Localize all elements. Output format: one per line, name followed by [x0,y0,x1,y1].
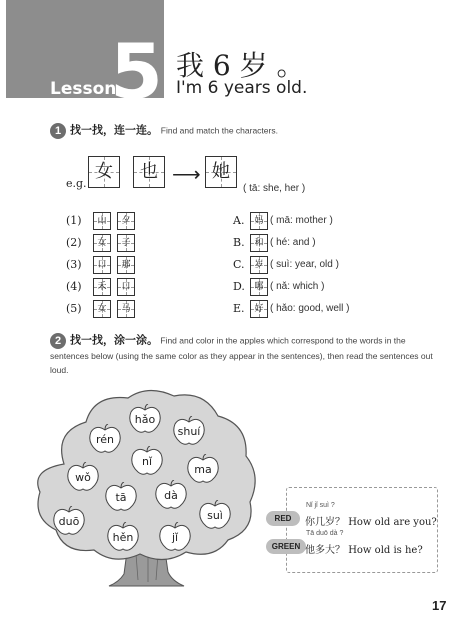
apple[interactable] [106,522,140,552]
section-2-instructions: Find and color in the apples which correspond to the words in the sentences below (using the same color as they appear in the sentences), then read the sentences out loud. [50,335,433,375]
answer-char-box[interactable]: 好 [250,300,268,318]
answer-char-box[interactable]: 妈 [250,212,268,230]
component-box[interactable]: 口 [93,256,111,274]
example-label: e.g. [66,177,87,190]
apple[interactable] [104,482,138,512]
sentence-line [305,513,437,528]
section-1-title-chinese: 找一找，连一连。 [70,123,158,137]
apple[interactable] [130,446,164,476]
match-item-number: (5) [66,302,82,315]
section-1-heading [50,123,278,139]
answer-char-box[interactable]: 和 [250,234,268,252]
apple[interactable] [52,506,86,536]
example-char-box: 也 [133,156,165,188]
answer-gloss: ( hé: and ) [270,237,316,248]
component-box[interactable]: 夕 [117,212,135,230]
sentence-chinese: 他多大？ [305,545,345,556]
apple[interactable] [66,462,100,492]
apple[interactable] [88,424,122,454]
apple-tree [24,384,264,590]
apple-pinyin: dà [164,489,178,502]
apple[interactable] [154,480,188,510]
lesson-title-chinese: 我 6 岁 。 [176,49,305,82]
apple-pinyin: hǎo [134,413,156,426]
answer-gloss: ( hǎo: good, well ) [270,303,350,314]
sentence-pinyin: Tā duō dà ? [306,530,344,537]
section-2-number: 2 [50,333,66,349]
component-box[interactable]: 子 [117,234,135,252]
sentence-chinese: 你几岁？ [305,517,345,528]
sentence-english: How old is he? [348,545,423,556]
apple-pinyin: shuí [177,425,201,438]
answer-letter: A. [233,214,245,227]
apple-pinyin: tā [115,491,127,504]
apple-pinyin: nǐ [141,455,153,468]
component-box[interactable]: 女 [93,300,111,318]
section-2-title-chinese: 找一找，涂一涂。 [70,333,158,347]
apple[interactable] [128,404,162,434]
apple-pinyin: duō [58,515,80,528]
section-1-number: 1 [50,123,66,139]
match-item-number: (2) [66,236,82,249]
page-number: 17 [432,598,447,613]
apple-pinyin: hěn [112,531,134,544]
component-box[interactable]: 那 [117,256,135,274]
apple-pinyin: jǐ [171,531,179,544]
apple[interactable] [198,500,232,530]
arrow-icon: ⟶ [172,164,201,186]
lesson-number: 5 [110,27,163,116]
lesson-label: Lesson [50,79,117,99]
example-gloss: ( tā: she, her ) [243,183,306,194]
component-box[interactable]: 马 [117,300,135,318]
example-char-box: 女 [88,156,120,188]
sentence-pinyin: Nǐ jǐ suì ? [306,502,335,509]
answer-char-box[interactable]: 哪 [250,278,268,296]
answer-gloss: ( suì: year, old ) [270,259,339,270]
answer-letter: D. [233,280,245,293]
section-2-heading [50,333,440,377]
apple[interactable] [172,416,206,446]
apple-pinyin: suì [207,509,223,522]
lesson-title-english: I'm 6 years old. [176,78,308,98]
answer-char-box[interactable]: 岁 [250,256,268,274]
component-box[interactable]: 禾 [93,278,111,296]
match-item-number: (1) [66,214,82,227]
answer-letter: C. [233,258,245,271]
example-result-box: 她 [205,156,237,188]
answer-letter: B. [233,236,245,249]
color-label-green: GREEN [266,539,306,554]
apple[interactable] [158,522,192,552]
sentence-english: How old are you? [348,517,437,528]
sentence-line [305,541,423,556]
component-box[interactable]: 口 [117,278,135,296]
match-item-number: (4) [66,280,82,293]
apple-pinyin: rén [95,433,115,446]
component-box[interactable]: 女 [93,234,111,252]
answer-gloss: ( nǎ: which ) [270,281,325,292]
apple-pinyin: ma [194,463,212,476]
answer-gloss: ( mā: mother ) [270,215,333,226]
match-item-number: (3) [66,258,82,271]
answer-letter: E. [233,302,245,315]
color-label-red: RED [266,511,300,526]
section-1-title-english: Find and match the characters. [160,125,278,136]
apple[interactable] [186,454,220,484]
component-box[interactable]: 山 [93,212,111,230]
apple-pinyin: wǒ [75,471,91,484]
